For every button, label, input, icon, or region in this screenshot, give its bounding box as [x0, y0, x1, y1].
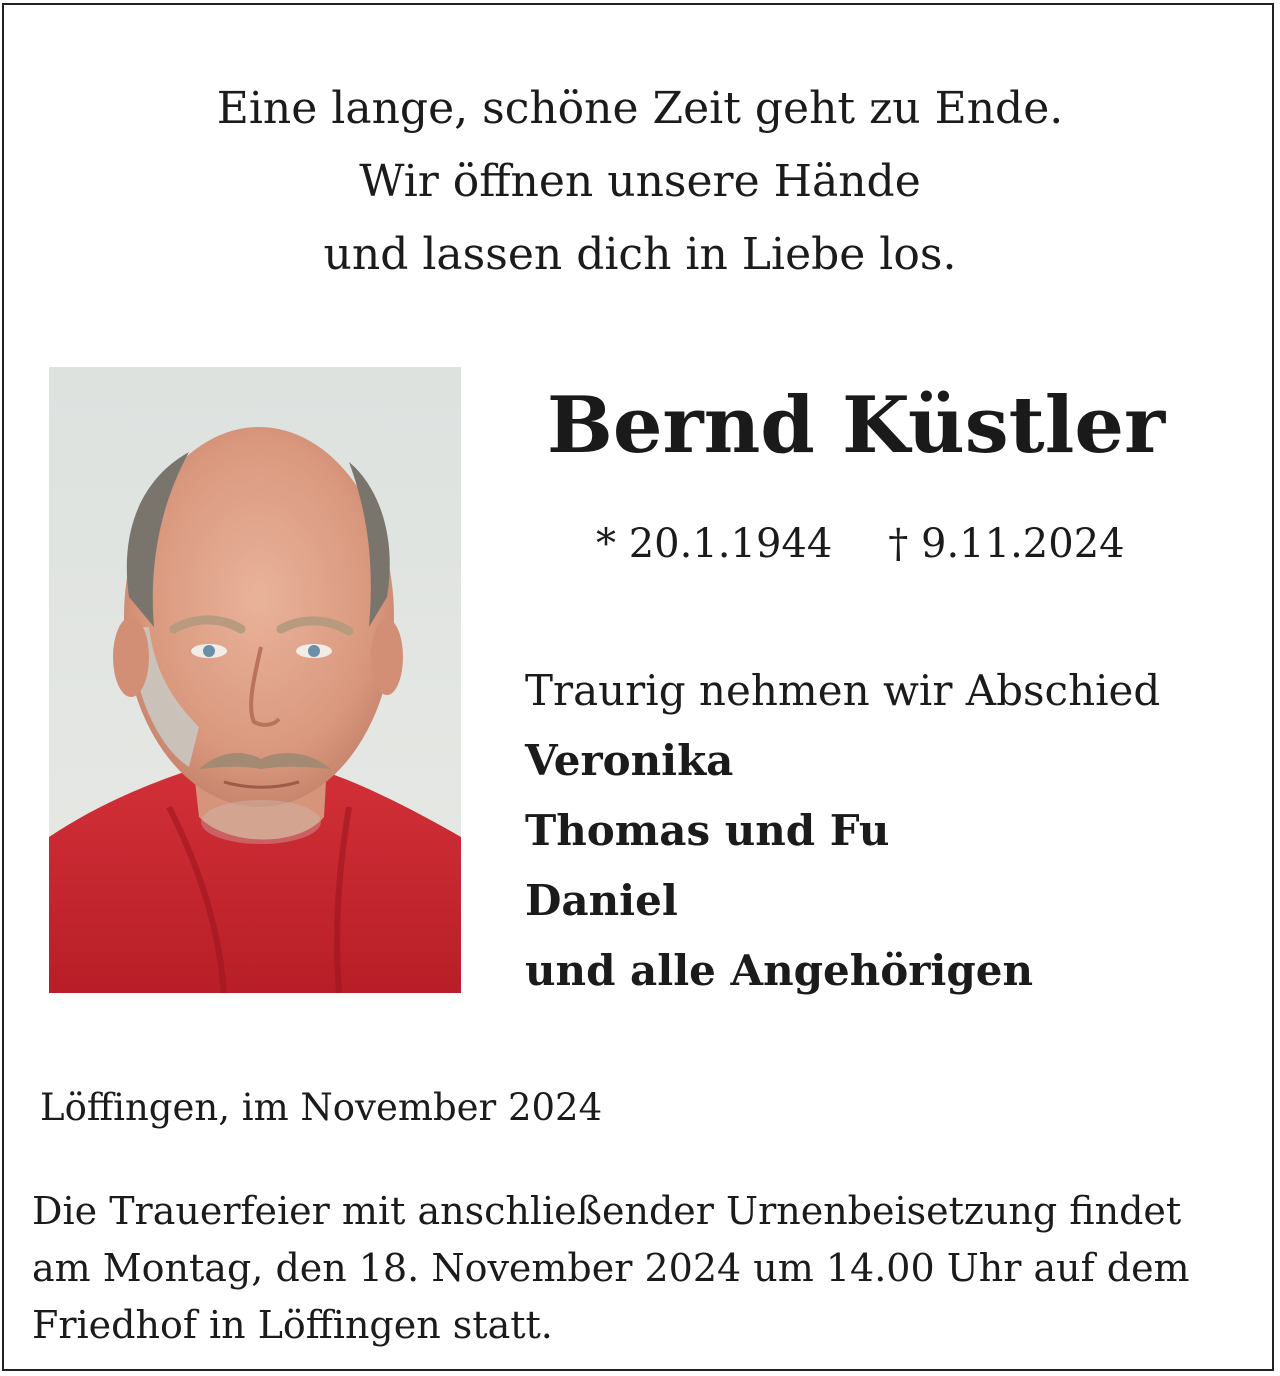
verse — [0, 72, 1280, 291]
mourner-name: Thomas und Fu — [525, 806, 890, 855]
service-line: Die Trauerfeier mit anschließender Urnenbeisetzung findet — [32, 1189, 1182, 1233]
life-dates — [596, 516, 1125, 572]
verse-line: und lassen dich in Liebe los. — [323, 229, 957, 280]
service-line: am Montag, den 18. November 2024 um 14.00 Uhr auf dem — [32, 1246, 1190, 1290]
mourner-name: und alle Angehörigen — [525, 946, 1033, 995]
mourner-name: Veronika — [525, 736, 734, 785]
mourner-name: Daniel — [525, 876, 678, 925]
service-line: Friedhof in Löffingen statt. — [32, 1303, 553, 1347]
verse-line: Eine lange, schöne Zeit geht zu Ende. — [216, 83, 1064, 134]
portrait-photo — [49, 367, 461, 993]
deceased-name: Bernd Küstler — [546, 380, 1166, 471]
place-date: Löffingen, im November 2024 — [40, 1086, 603, 1129]
verse-line: Wir öffnen unsere Hände — [359, 156, 921, 207]
mourners-block — [525, 656, 1160, 1006]
birth-date: * 20.1.1944 — [596, 521, 833, 567]
death-date: † 9.11.2024 — [888, 521, 1125, 567]
service-info — [32, 1183, 1190, 1354]
mourners-intro: Traurig nehmen wir Abschied — [525, 666, 1161, 715]
